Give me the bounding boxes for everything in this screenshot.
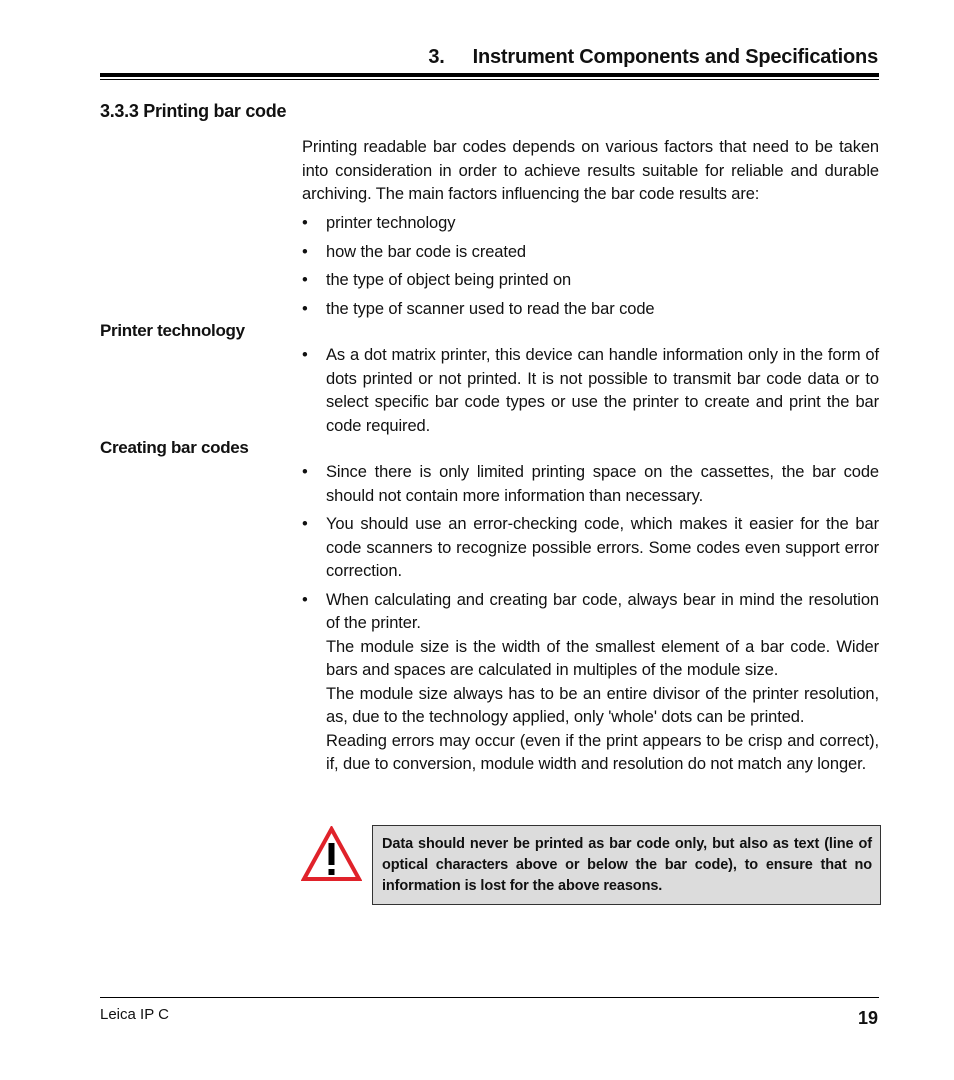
bullet-icon: • — [302, 271, 308, 289]
warning-note: Data should never be printed as bar code only, but also as text (line of optical characters above or below the bar code), to ensure that no information is lost for the above reasons. — [372, 825, 881, 905]
chapter-title-text: Instrument Components and Specifications — [472, 46, 878, 68]
creating-bar-codes-heading: Creating bar codes — [100, 438, 249, 457]
chapter-title — [428, 46, 878, 69]
page-number: 19 — [857, 1008, 878, 1028]
printer-technology-list — [302, 344, 879, 438]
bullet-icon: • — [302, 346, 308, 364]
list-item: • You should use an error-checking code, which makes it easier for the bar code scanners to recognize possible errors. Some codes even support error correction. — [302, 515, 879, 580]
bullet-icon: • — [302, 515, 308, 533]
bullet-icon: • — [302, 214, 308, 232]
list-item: • how the bar code is created — [302, 241, 879, 265]
footer-product-name: Leica IP C — [100, 1006, 169, 1023]
warning-triangle-icon — [301, 826, 362, 882]
bullet-icon: • — [302, 242, 308, 261]
section-heading: 3.3.3 Printing bar code — [100, 101, 287, 121]
creating-bar-codes-list — [302, 461, 879, 782]
list-item: • printer technology — [302, 212, 879, 236]
list-item: • When calculating and creating bar code, always bear in mind the resolution of the printer. The module size is the width of the smallest element of a bar code. Wider bars and spaces are calculated in multiples of the module size. The module size always has to be an entire divisor of the printer resolution, as, due to the technology applied, only 'whole' dots can be printed. Reading errors may occur (even if the print appears to be crisp and correct), if, due to conversion, module width and resolution do not match any longer. — [302, 590, 879, 773]
factor-list — [302, 212, 879, 326]
list-item: • As a dot matrix printer, this device can handle information only in the form of dots printed or not printed. It is not possible to transmit bar code data or to select specific bar code types or use the printer to create and print the bar code required. — [302, 346, 879, 435]
bullet-icon: • — [302, 299, 308, 318]
header-rule-thick — [100, 73, 879, 77]
list-item: • the type of scanner used to read the bar code — [302, 298, 879, 322]
header-rule-thin — [100, 79, 879, 80]
bullet-icon: • — [302, 463, 308, 481]
bullet-icon: • — [302, 590, 308, 609]
printer-technology-heading: Printer technology — [100, 321, 245, 340]
list-item: • the type of object being printed on — [302, 269, 879, 293]
list-item: • Since there is only limited printing space on the cassettes, the bar code should not contain more information than necessary. — [302, 463, 879, 505]
chapter-number: 3. — [428, 46, 445, 68]
footer-rule — [100, 997, 879, 998]
intro-paragraph: Printing readable bar codes depends on various factors that need to be taken into consideration in order to achieve results suitable for reliable and durable archiving. The main factors influencing the bar code results are: — [302, 138, 879, 203]
